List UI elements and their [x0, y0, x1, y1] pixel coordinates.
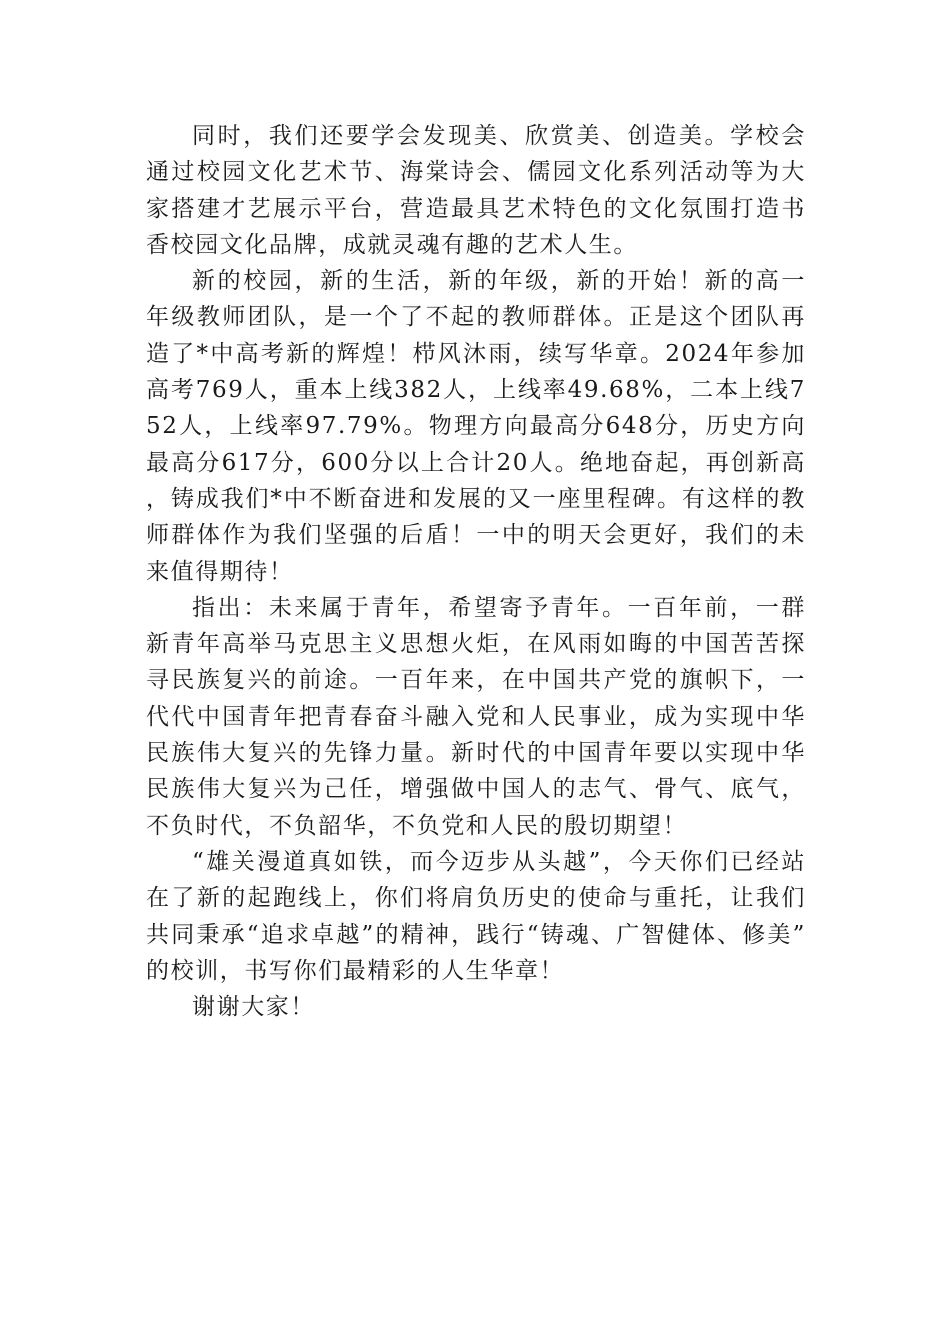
paragraph-youth-future: 指出：未来属于青年，希望寄予青年。一百年前，一群新青年高举马克思主义思想火炬，在风雨如晦的中国苦苦探寻民族复兴的前途。一百年来，在中国共产党的旗帜下，一代代中国青年把青春奋斗融入党和人民事业，成为实现中华民族伟大复兴的先锋力量。新时代的中国青年要以实现中华民族伟大复兴为己任，增强做中国人的志气、骨气、底气，不负时代，不负韶华，不负党和人民的殷切期望！: [146, 594, 806, 839]
paragraph-new-starting-line: “雄关漫道真如铁，而今迈步从头越”，今天你们已经站在了新的起跑线上，你们将肩负历史的使命与重托，让我们共同秉承“追求卓越”的精神，践行“铸魂、广智健体、修美”的校训，书写你们最精彩的人生华章！: [146, 848, 806, 984]
document-body: [146, 118, 806, 1025]
paragraph-art-and-beauty: 同时，我们还要学会发现美、欣赏美、创造美。学校会通过校园文化艺术节、海棠诗会、儒园文化系列活动等为大家搭建才艺展示平台，营造最具艺术特色的文化氛围打造书香校园文化品牌，成就灵魂有趣的艺术人生。: [146, 123, 806, 258]
paragraph-new-campus-results: 新的校园，新的生活，新的年级，新的开始！新的高一年级教师团队，是一个了不起的教师群体。正是这个团队再造了*中高考新的辉煌！栉风沐雨，续写华章。2024年参加高考769人，重本上线382人，上线率49.68%，二本上线752人，上线率97.79%。物理方向最高分648分，历史方向最高分617分，600分以上合计20人。绝地奋起，再创新高，铸成我们*中不断奋进和发展的又一座里程碑。有这样的教师群体作为我们坚强的后盾！一中的明天会更好，我们的未来值得期待！: [146, 268, 806, 585]
paragraph-thanks: 谢谢大家！: [192, 994, 315, 1021]
